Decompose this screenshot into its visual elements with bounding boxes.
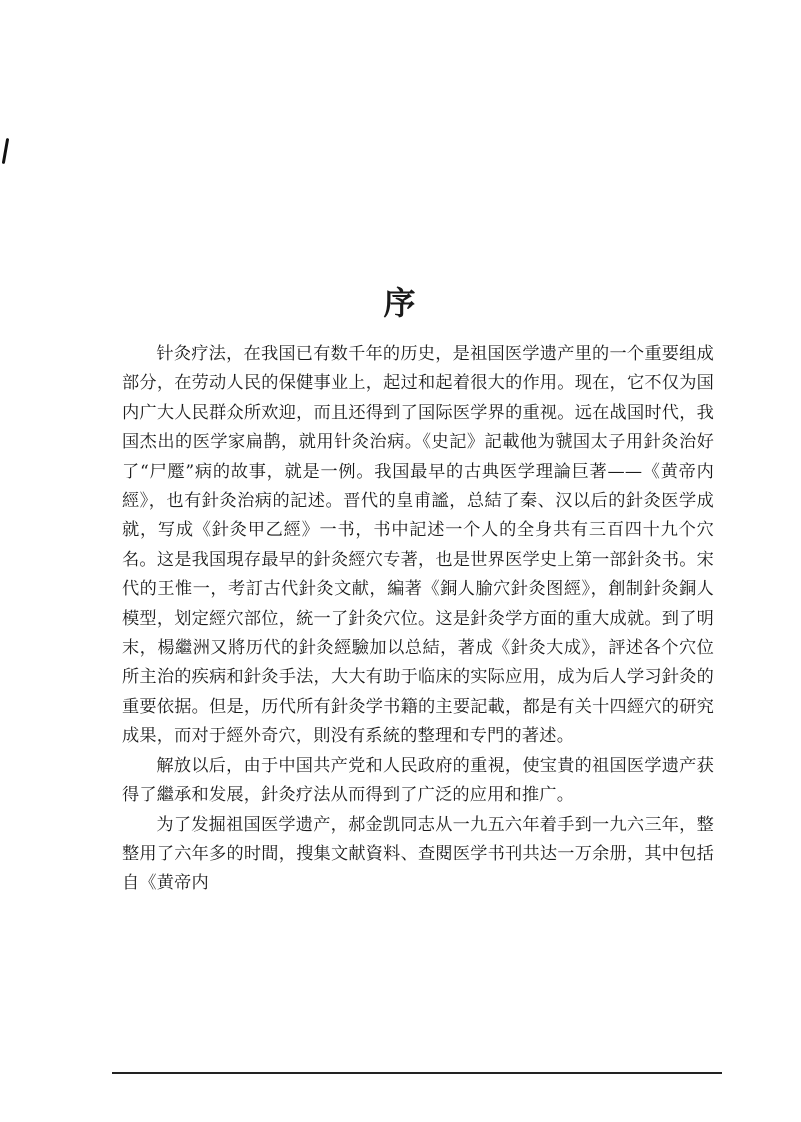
paragraph-2: 解放以后，由于中国共产党和人民政府的重視，使宝貴的祖国医学遗产获得了繼承和发展，針灸疗法从而得到了广泛的应用和推广。 [122, 755, 714, 806]
scan-edge-mark [2, 138, 9, 164]
page-title: 序 [383, 284, 418, 322]
paragraph-3: 为了发掘祖国医学遗产，郝金凯同志从一九五六年着手到一九六三年，整整用了六年多的时間，搜集文献資料、查閱医学书刊共达一万余册，其中包括自《黄帝内 [122, 814, 714, 894]
paragraph-1: 针灸疗法，在我国已有数千年的历史，是祖国医学遗产里的一个重要组成部分，在劳动人民的保健事业上，起过和起着很大的作用。现在，它不仅为国内广大人民群众所欢迎，而且还得到了国际医学界的重视。远在战国时代，我国杰出的医学家扁鹊，就用针灸治病。《史記》記載他为虢国太子用針灸治好了“尸蹷”病的故事，就是一例。我国最早的古典医学理論巨著——《黄帝内經》，也有針灸治病的記述。晋代的皇甫謐，总結了秦、汉以后的針灸医学成就，写成《針灸甲乙經》一书，书中記述一个人的全身共有三百四十九个穴名。这是我国現存最早的針灸經穴专著，也是世界医学史上第一部針灸书。宋代的王惟一，考訂古代針灸文献，編著《銅人腧穴針灸图經》，創制針灸銅人模型，划定經穴部位，統一了針灸穴位。这是針灸学方面的重大成就。到了明末，楊繼洲又將历代的針灸經驗加以总結，著成《針灸大成》，評述各个穴位所主治的疾病和針灸手法，大大有助于临床的实际应用，成为后人学习針灸的重要依据。但是，历代所有針灸学书籍的主要記載，都是有关十四經穴的研究成果，而对于經外奇穴，則没有系統的整理和专門的著述。 [122, 344, 714, 747]
bottom-rule [112, 1072, 722, 1074]
preface-body [122, 340, 714, 899]
